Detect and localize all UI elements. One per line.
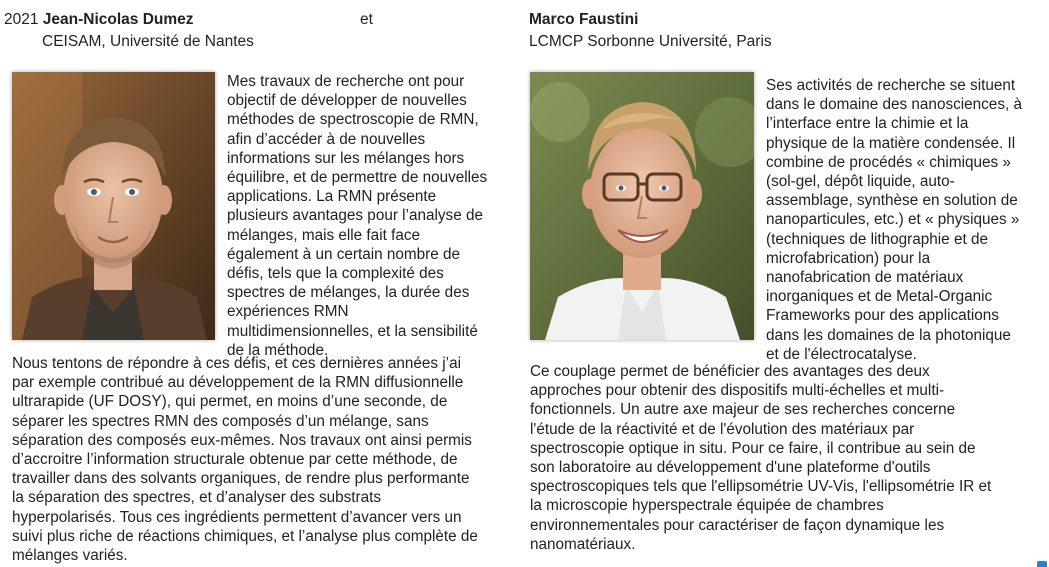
text-line: fonctionnels. Un autre axe majeur de ses recherches concerne xyxy=(530,401,956,419)
text-line: assemblage, synthèse en solution de xyxy=(766,192,1018,210)
text-line: Ses activités de recherche se situent xyxy=(766,77,1016,94)
text-line: dans le domaine des nanosciences, à xyxy=(766,96,1022,114)
text-line: la séparation des spectres, et d’analyser des substrats xyxy=(12,489,382,507)
text-line: l'étude de la réactivité et de l'évolution des matériaux par xyxy=(530,420,915,438)
text-line: également à un certain nombre de xyxy=(227,245,461,263)
text-line: ultrarapide (UF DOSY), qui permet, en moins d’une seconde, de xyxy=(12,393,448,411)
text-line: la microscopie hyperspectrale équipée de chambres xyxy=(530,497,884,515)
left-text-below-photo xyxy=(12,354,478,565)
corner-accent xyxy=(1037,561,1047,567)
text-line: objectif de développer de nouvelles xyxy=(227,92,467,110)
text-line: nanofabrication de matériaux xyxy=(766,269,964,287)
text-line: expériences RMN xyxy=(227,303,349,321)
text-line: afin d’accéder à de nouvelles xyxy=(227,130,426,148)
text-line: combine de procédés « chimiques » xyxy=(766,153,1011,171)
text-line: hyperpolarisés. Tous ces ingrédients permettent d’avancer vers un xyxy=(12,508,462,526)
text-line: (techniques de lithographie et de xyxy=(766,230,988,248)
right-affiliation: LCMCP Sorbonne Université, Paris xyxy=(529,33,772,50)
left-name: Jean-Nicolas Dumez xyxy=(42,11,194,28)
text-line: spectres de mélanges, la durée des xyxy=(227,284,470,302)
text-line: inorganiques et de Metal-Organic xyxy=(766,288,993,306)
text-line: multidimensionnelles, et la sensibilité xyxy=(227,322,478,340)
text-line: équilibre, et de permettre de nouvelles xyxy=(227,169,488,187)
right-text-beside-photo xyxy=(766,76,1022,364)
year-label: 2021 xyxy=(4,11,39,28)
text-line: microfabrication) pour la xyxy=(766,249,931,267)
text-line: Ce couplage permet de bénéficier des avantages des deux xyxy=(530,363,930,380)
portrait-faustini xyxy=(530,72,754,340)
text-line: défis, tels que la complexité des xyxy=(227,265,444,283)
text-line: l’interface entre la chimie et la xyxy=(766,115,969,133)
text-line: environnementales pour caractériser de façon dynamique les xyxy=(530,516,945,534)
text-line: suivi plus riche de réactions chimiques, et l’analyse plus complète de xyxy=(12,527,478,545)
portrait-dumez xyxy=(12,72,215,340)
text-line: Nous tentons de répondre à ces défis, et ces dernières années j’ai xyxy=(12,355,461,372)
text-line: applications. La RMN présente xyxy=(227,188,437,206)
text-line: nanoparticules, etc.) et « physiques » xyxy=(766,211,1020,229)
left-header xyxy=(4,10,194,30)
text-line: et de l'électrocatalyse. xyxy=(766,345,917,363)
text-line: séparation des composés eux-mêmes. Nos travaux ont ainsi permis xyxy=(12,431,472,449)
text-line: Mes travaux de recherche ont pour xyxy=(227,73,465,90)
text-line: son laboratoire au développement d'une plateforme d'outils xyxy=(530,459,931,477)
connector-text: et xyxy=(360,11,373,28)
text-line: dans les domaines de la photonique xyxy=(766,326,1011,344)
text-line: informations sur les mélanges hors xyxy=(227,149,465,167)
text-line: d’accroitre l’information structurale obtenue par cette méthode, de xyxy=(12,451,458,469)
text-line: méthodes de spectroscopie de RMN, xyxy=(227,111,479,129)
text-line: (sol-gel, dépôt liquide, auto- xyxy=(766,173,955,191)
text-line: physique de la matière condensée. Il xyxy=(766,134,1016,152)
right-text-below-photo xyxy=(530,362,991,554)
text-line: nanomatériaux. xyxy=(530,535,636,553)
left-affiliation: CEISAM, Université de Nantes xyxy=(42,33,254,50)
text-line: spectroscopiques tels que l'ellipsométrie UV-Vis, l'ellipsométrie IR et xyxy=(530,478,992,496)
text-line: séparer les spectres RMN des composés d’un mélange, sans xyxy=(12,412,429,430)
text-line: approches pour obtenir des dispositifs multi-échelles et multi- xyxy=(530,382,945,400)
left-text-beside-photo xyxy=(227,72,487,360)
text-line: Frameworks pour des applications xyxy=(766,307,999,325)
text-line: spectroscopie optique in situ. Pour ce faire, il contribue au sein de xyxy=(530,439,976,457)
text-line: mélanges, mais elle fait face xyxy=(227,226,421,244)
text-line: par exemple contribué au développement de la RMN diffusionnelle xyxy=(12,374,464,392)
text-line: plusieurs avantages pour l’analyse de xyxy=(227,207,483,225)
right-name: Marco Faustini xyxy=(529,11,639,28)
text-line: travailler dans des solvants organiques, de rendre plus performante xyxy=(12,470,470,488)
text-line: mélanges variés. xyxy=(12,547,128,565)
text-line: de la méthode. xyxy=(227,341,329,359)
